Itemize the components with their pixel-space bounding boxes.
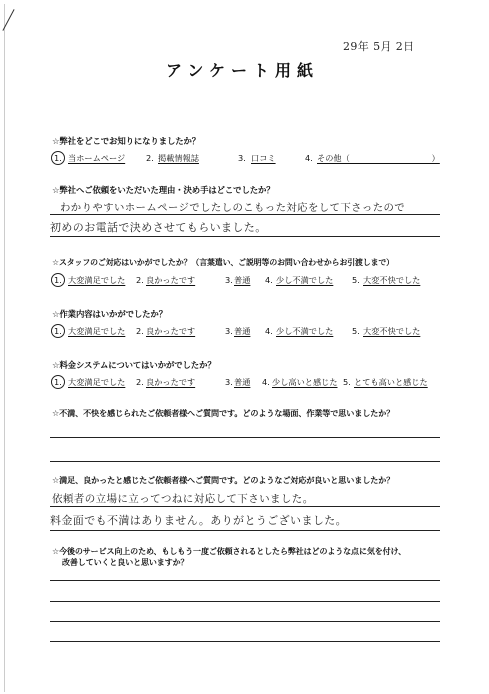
page-frame bbox=[4, 4, 488, 692]
option-number: 4. bbox=[265, 326, 273, 336]
date-handwritten: 29年 5月 2日 bbox=[343, 40, 415, 53]
answer-line bbox=[50, 506, 440, 507]
option-number: 3. bbox=[225, 275, 233, 285]
question-price: ☆料金システムについてはいかがでしたか？ bbox=[52, 360, 216, 370]
option-label: 大変不快でした bbox=[363, 275, 421, 285]
option-label: 当ホームページ bbox=[68, 153, 126, 163]
option-label: 良かったです bbox=[146, 275, 196, 285]
handwritten-answer: 初めのお電話で決めさせてもらいました。 bbox=[50, 221, 267, 234]
option-label: 普通 bbox=[234, 326, 251, 336]
option-number: 4. bbox=[265, 275, 273, 285]
answer-line bbox=[50, 236, 440, 237]
option-number: 2. bbox=[136, 275, 144, 285]
option-number: 5. bbox=[352, 326, 360, 336]
handwritten-answer: わかりやすいホームページでしたしのこもった対応をして下さったので bbox=[60, 202, 406, 214]
question-staff: ☆スタッフのご対応はいかがでしたか？（言葉遣い、ご説明等のお問い合わせからお引渡しまで） bbox=[52, 258, 394, 267]
answer-line bbox=[50, 214, 440, 215]
option-number: 4. bbox=[262, 377, 270, 387]
answer-line bbox=[50, 580, 440, 581]
handwritten-answer: 料金面でも不満はありません。ありがとうございました。 bbox=[50, 514, 348, 527]
option-label: 大変満足でした bbox=[68, 275, 126, 285]
option-label: 大変不快でした bbox=[363, 326, 421, 336]
answer-line bbox=[50, 437, 440, 438]
answer-line bbox=[50, 641, 440, 642]
option-label: 口コミ bbox=[251, 153, 276, 163]
question-work: ☆作業内容はいかがでしたか？ bbox=[52, 309, 167, 319]
option-number: 2. bbox=[146, 153, 154, 163]
option-number: 1. bbox=[54, 326, 62, 336]
option-label: 良かったです bbox=[146, 377, 196, 387]
option-label: その他（ ） bbox=[317, 153, 440, 163]
option-number: 5. bbox=[352, 275, 360, 285]
option-number: 1. bbox=[54, 377, 62, 387]
answer-line bbox=[50, 530, 440, 531]
option-number: 2. bbox=[136, 326, 144, 336]
answer-line bbox=[50, 601, 440, 602]
question-reason: ☆弊社へご依頼をいただいた理由・決め手はどこでしたか？ bbox=[52, 185, 275, 195]
answer-line bbox=[50, 621, 440, 622]
option-number: 4. bbox=[305, 153, 313, 163]
answer-line bbox=[50, 461, 440, 462]
question-satisfied: ☆満足、良かったと感じたご依頼者様へご質問です。どのようなご対応が良いと思いましたか？ bbox=[52, 475, 395, 485]
option-label: 大変満足でした bbox=[68, 326, 126, 336]
option-label: 掲載情報誌 bbox=[158, 153, 199, 163]
option-number: 3. bbox=[238, 153, 246, 163]
option-label: 少し不満でした bbox=[276, 326, 334, 336]
option-number: 3. bbox=[225, 326, 233, 336]
option-label: 大変満足でした bbox=[68, 377, 126, 387]
option-label: 普通 bbox=[234, 275, 251, 285]
question-improvement-line2: 改善していくと良いと思いますか？ bbox=[62, 558, 189, 567]
question-dissatisfied: ☆不満、不快を感じられたご依頼者様へご質問です。どのような場面、作業等で思いましたか？ bbox=[52, 408, 395, 418]
option-number: 1. bbox=[54, 153, 62, 163]
option-label: 少し高いと感じた bbox=[272, 377, 338, 387]
option-number: 3. bbox=[225, 377, 233, 387]
handwritten-answer: 依頼者の立場に立ってつねに対応して下さいました。 bbox=[52, 493, 314, 505]
option-number: 1. bbox=[54, 275, 62, 285]
question-improvement: ☆今後のサービス向上のため、もしもう一度ご依頼されるとしたら弊社はどのような点に気を付け、 bbox=[52, 547, 407, 556]
option-number: 2. bbox=[136, 377, 144, 387]
question-source: ☆弊社をどこでお知りになりましたか？ bbox=[52, 136, 201, 146]
option-label: とても高いと感じた bbox=[354, 377, 428, 387]
option-label: 良かったです bbox=[146, 326, 196, 336]
option-number: 5. bbox=[343, 377, 351, 387]
option-label: 普通 bbox=[234, 377, 251, 387]
page-title: アンケート用紙 bbox=[166, 61, 320, 80]
option-label: 少し不満でした bbox=[276, 275, 334, 285]
